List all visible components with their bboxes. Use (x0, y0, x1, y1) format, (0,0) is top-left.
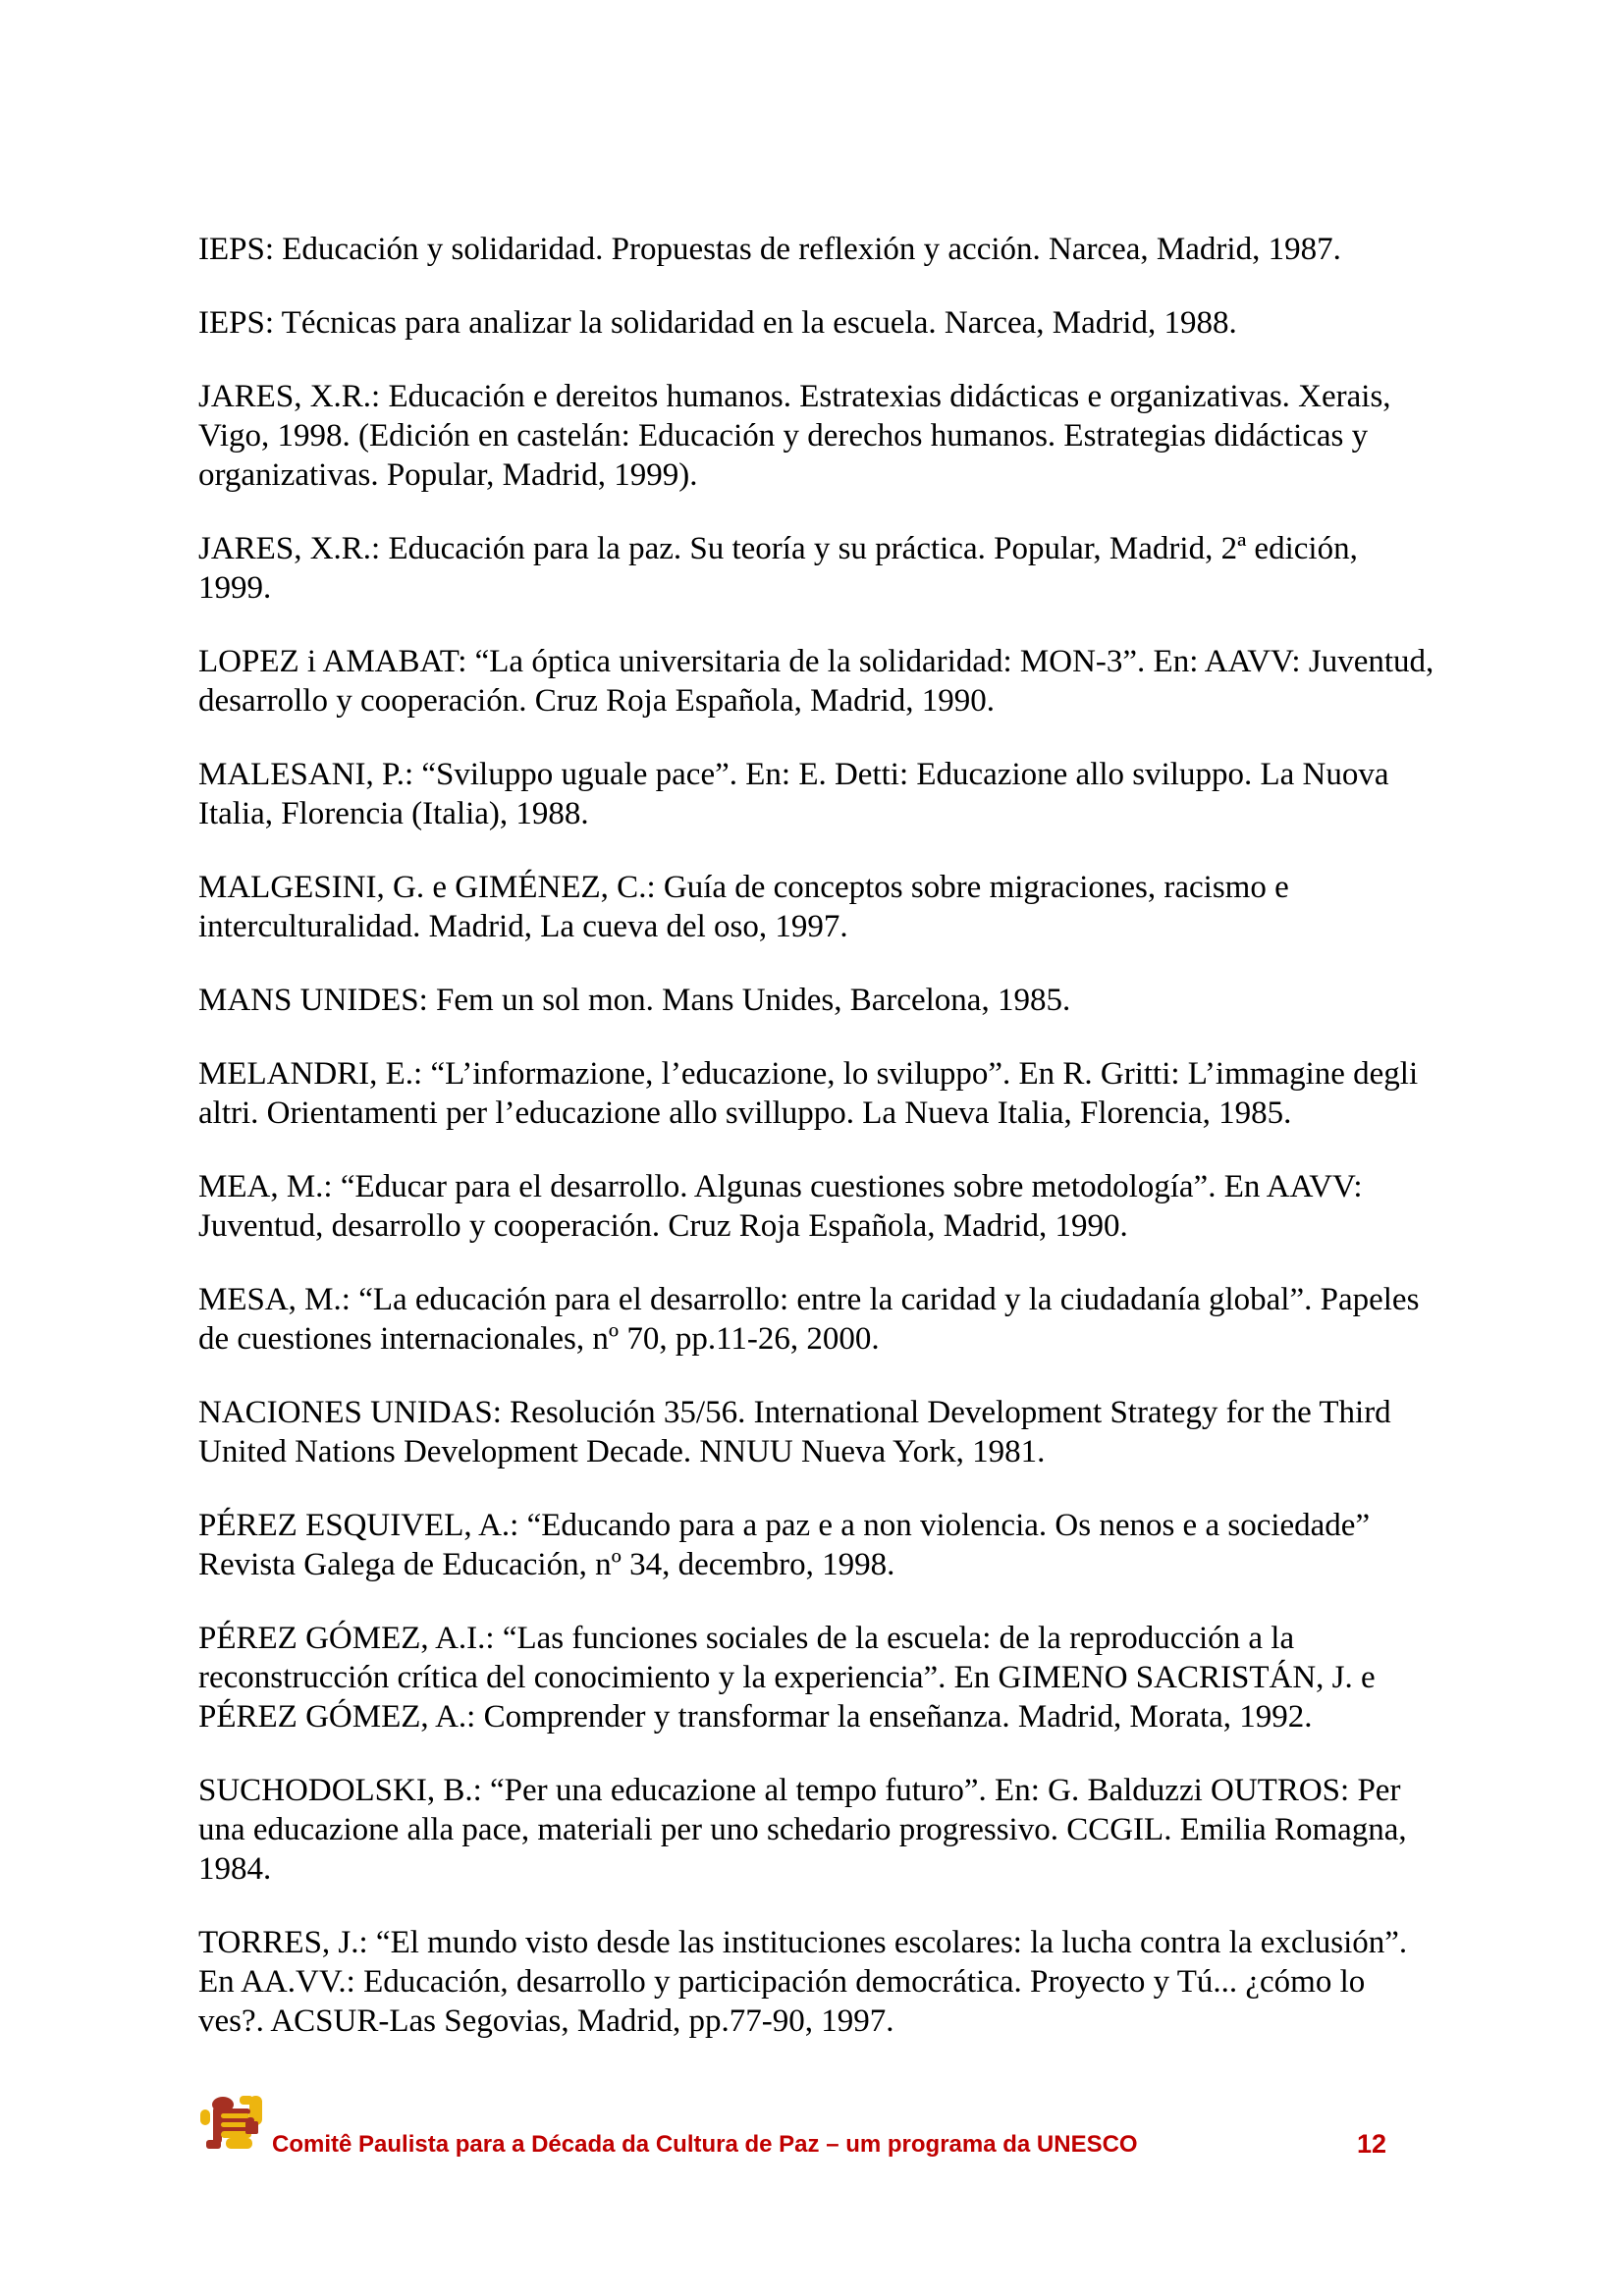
reference-entry: JARES, X.R.: Educación e dereitos humanos. Estratexias didácticas e organizativas. Xerais, Vigo, 1998. (Edición en castelán: Educación y derechos humanos. Estrategias didácticas y organizativas. Popular, Madrid, 1999). (198, 379, 1391, 493)
reference-entry: MANS UNIDES: Fem un sol mon. Mans Unides, Barcelona, 1985. (198, 983, 1071, 1018)
reference-entry: MESA, M.: “La educación para el desarrollo: entre la caridad y la ciudadanía global”. Papeles de cuestiones internacionales, nº 70, pp.11-26, 2000. (198, 1282, 1420, 1357)
reference-entry: MALESANI, P.: “Sviluppo uguale pace”. En: E. Detti: Educazione allo sviluppo. La Nuova Italia, Florencia (Italia), 1988. (198, 757, 1389, 831)
reference-entry: TORRES, J.: “El mundo visto desde las instituciones escolares: la lucha contra la exclusión”. En AA.VV.: Educación, desarrollo y participación democrática. Proyecto y Tú... ¿cómo lo ves?. ACSUR-Las Segovias, Madrid, pp.77-90, 1997. (198, 1925, 1408, 2039)
reference-entry: MELANDRI, E.: “L’informazione, l’educazione, lo sviluppo”. En R. Gritti: L’immagine degli altri. Orientamenti per l’educazione allo svilluppo. La Nueva Italia, Florencia, 1985. (198, 1056, 1419, 1131)
page-number: 12 (1357, 2129, 1387, 2159)
interlocking-hands-logo-icon (198, 2095, 267, 2160)
reference-entry: SUCHODOLSKI, B.: “Per una educazione al tempo futuro”. En: G. Balduzzi OUTROS: Per una educazione alla pace, materiali per uno schedario progressivo. CCGIL. Emilia Romagna, 1984. (198, 1773, 1407, 1887)
reference-entry: MALGESINI, G. e GIMÉNEZ, C.: Guía de conceptos sobre migraciones, racismo e interculturalidad. Madrid, La cueva del oso, 1997. (198, 870, 1289, 944)
reference-entry: IEPS: Educación y solidaridad. Propuestas de reflexión y acción. Narcea, Madrid, 1987. (198, 232, 1341, 267)
reference-entry: PÉREZ GÓMEZ, A.I.: “Las funciones sociales de la escuela: de la reproducción a la reconstrucción crítica del conocimiento y la experiencia”. En GIMENO SACRISTÁN, J. e PÉREZ GÓMEZ, A.: Comprender y transformar la enseñanza. Madrid, Morata, 1992. (198, 1621, 1376, 1735)
reference-entry: LOPEZ i AMABAT: “La óptica universitaria de la solidaridad: MON-3”. En: AAVV: Juventud, desarrollo y cooperación. Cruz Roja Española, Madrid, 1990. (198, 644, 1434, 719)
reference-entry: PÉREZ ESQUIVEL, A.: “Educando para a paz e a non violencia. Os nenos e a sociedade” Revista Galega de Educación, nº 34, decembro, 1998. (198, 1508, 1371, 1582)
bibliography-list (198, 230, 1435, 2075)
footer-title: Comitê Paulista para a Década da Cultura de Paz – um programa da UNESCO (272, 2131, 1138, 2158)
reference-entry: MEA, M.: “Educar para el desarrollo. Algunas cuestiones sobre metodología”. En AAVV: Juventud, desarrollo y cooperación. Cruz Roja Española, Madrid, 1990. (198, 1169, 1363, 1244)
reference-entry: NACIONES UNIDAS: Resolución 35/56. International Development Strategy for the Third United Nations Development Decade. NNUU Nueva York, 1981. (198, 1395, 1391, 1469)
reference-entry: JARES, X.R.: Educación para la paz. Su teoría y su práctica. Popular, Madrid, 2ª edición, 1999. (198, 531, 1358, 606)
reference-entry: IEPS: Técnicas para analizar la solidaridad en la escuela. Narcea, Madrid, 1988. (198, 305, 1237, 341)
